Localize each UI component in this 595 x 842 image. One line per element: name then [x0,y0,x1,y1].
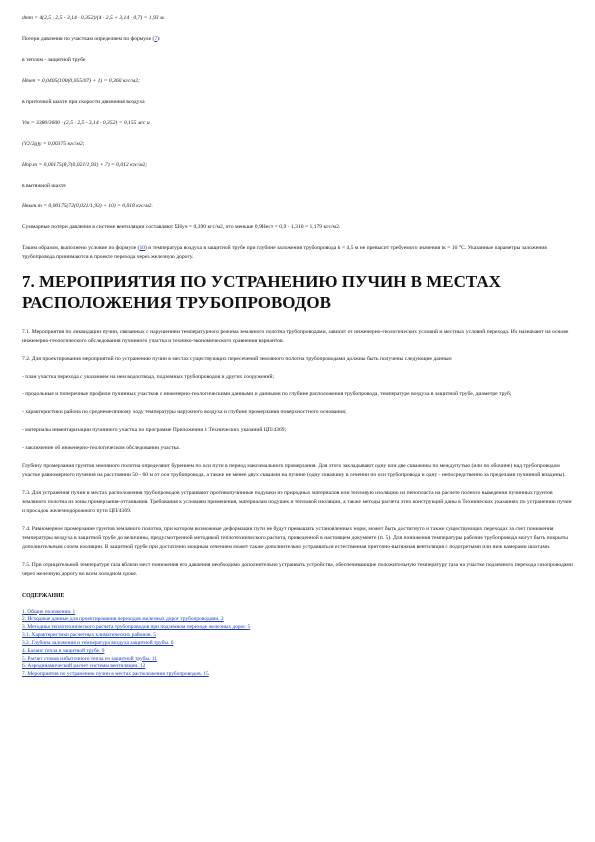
formula-7-link[interactable]: 7 [154,35,158,42]
formula-dynamic-pressure: (V2/2g)γ = 0,00375 кгс/м2; [22,140,85,147]
formula-supply-loss: Нпр.m = 0,00175(8,7(0,021/1,93) + 7) = 0,012 кгс/м2; [22,161,148,168]
list-item-profiles: - продольные и поперечные профили пучинных участков с инженерно-геологическими данными и данными по глубине расположения трубопровода, температуре воздуха в защитной трубе, диаметре труб; [22,391,512,398]
toc-link-3[interactable]: 3. Методика теплотехнического расчета трубопроводов при подземном переходе железных дорог. 5 [22,624,251,631]
list-item-inventory: - материалы инвентаризации пучинного участка по программе Приложения 1 Технических указаний ЦП/4369; [22,427,287,434]
toc-link-3-2[interactable]: 3.2. Глубина заложения и температура воздуха защитной трубы. 6 [22,639,174,646]
toc-link-4[interactable]: 4. Баланс тепла в защитной трубе. 9 [22,647,105,654]
toc-link-6[interactable]: 6. Аэродинамический расчет системы вентиляции. 12 [22,663,146,670]
toc-item [22,663,575,671]
toc-item [22,648,575,656]
formula-10-link[interactable]: 10 [139,245,146,252]
section-heading: 7. МЕРОПРИЯТИЯ ПО УСТРАНЕНИЮ ПУЧИН В МЕСТАХ РАСПОЛОЖЕНИЯ ТРУБОПРОВОДОВ [22,272,501,313]
label-supply-shaft: в приточной шахте при скорости движения воздуха [22,98,145,105]
pressure-losses-end: ): [157,35,161,42]
formula-heat-loss: Нтеп = 0,0405(100(0,055/07) + 1) = 0,360 кгс/м2; [22,77,140,84]
toc-item [22,640,575,648]
label-exhaust-shaft: в вытяжной шахте [22,182,66,189]
paragraph-7-4: 7.4. Равномерное промерзание грунтов земляного полотна, при котором возможные деформации пути не будут превышать установленных норм, может быть достигнуто и также существующих переходах за счет понижения температуры воздуха в защитной трубе до величины, предусмотренной методикой теплотехнического расчета, приведенной в настоящем документе (п. 5). Для понижения температуры рабочие трубопровода могут быть покрыты дополнительным слоем изоляции. В защитной трубе при достаточно мощным сечением может также дополнительно устраиваться естественная приточно-вытяжная вентиляция с подогретыми или ниж камерами шахтами. [22,525,568,550]
toc-item [22,632,575,640]
paragraph-7-2: 7.2. Для проектирования мероприятий по устранению пучин в местах существующих пересечений земляного полотна трубопроводами должны быть получены следующие данные: [22,355,453,362]
list-item-survey: - заключение об инженерно-геологическом обследовании участка. [22,445,181,452]
total-losses-text: Суммарные потери давления в системе вентиляции составляют ΣНуч = 0,390 кгс/м2, что меньше 0,9Нест = 0,9 · 1,310 = 1,179 кгс/м2. [22,224,341,231]
paragraph-7-3: 7.3. Для устранения пучин в местах расположения трубопроводов устраивают противопучинные подушки из природных материалов или тепловую изоляцию из пенопласта на расчете полного выведения пучинных грунтов земляного полотна из зоны промерзания-оттаивания. Требования к условиям применения, материалам подушек и тепловой изоляции, а также методы расчета этих конструкций даны в Технических указаниях по устранению пучин и просадок железнодорожного пути ЦП/4369. [22,490,572,514]
paragraph-7-1: 7.1. Мероприятия по ликвидации пучин, связанных с нарушением температурного режима земляного полотна трубопроводами, зависят от инженерно-геологических условий и местных условий перехода. Их назначают на основе инженерно-геологического обследования пучинного участка и технико-экономического сравнения вариантов. [22,328,569,344]
toc-link-7[interactable]: 7. Мероприятия по устранению пучин в местах расположения трубопроводов. 15 [22,671,209,678]
formula-tube-diameter: dтm = 4(2,5 · 2,5 - 3,14 · 0,352)/(4 · 2,5 + 3,14 · 0,7) = 1,93 м. [22,15,165,21]
toc-item [22,671,575,679]
label-protective-pipe: в теплом - защитной трубе [22,56,86,63]
paragraph-freezing-depth: Глубину промерзания грунтов земляного полотна определяют бурением по оси пути в период максимального промерзания. Для этого закладывают одну или две скважины по междупутью (или по обочине) над трубопроводом участке равномерного пучения на расстоянии 50 - 60 м от оси трубопровода, а также не менее двух скважин на пучине (одну скважину в сечении по оси трубопровода и одну - непосредственно за пределами пучинной впадины). [22,463,566,479]
formula-exhaust-loss: Нвыт.m = 0,00175(72(0,021/1,93) + 10) = 0,018 кгс/м2. [22,203,153,210]
pressure-losses-text [22,35,575,44]
pressure-losses-intro: Потери давления по участкам определяем по формуле ( [22,35,155,42]
toc-link-1[interactable]: 1. Общие положения. 1 [22,608,76,615]
list-item-climate: - характеристики района по среднемесячному ходу температуры наружного воздуха и глубине промерзания поверхностного основания; [22,409,347,416]
toc-heading: СОДЕРЖАНИЕ [22,592,65,599]
paragraph-7-5: 7.5. При отрицательной температуре газа вблизи мест понижения его давления необходимо дополнительно устраивать устройства, обеспечивающие положительную температуру газа на участке подземного перехода газопроводами через железную дорогу во всем холодном сроке. [22,561,573,577]
toc-link-2[interactable]: 2. Исходные данные для проектирования переходов железных дорог трубопроводами. 2 [22,616,224,623]
toc-link-5[interactable]: 5. Расчет стоков избыточного тепла из защитной трубы. 11 [22,655,157,662]
toc-item [22,624,575,632]
formula-air-velocity: Vm = 3380/3600 · (2,5 · 2,5 - 3,14 · 0,352) = 0,155 м/с и [22,119,150,126]
list-item-plan: - план участка перехода с указанием на нем водоотвода, подземных трубопроводов и других сооружений; [22,373,275,380]
conclusion-part-b: ) и температура воздуха в защитной трубе при глубине заложения трубопровода h = 4,5 м не превысит требуемого значения tк = 10 °С. Указанные параметры заложения трубопровода принимаются в проекте перехода через железную дорогу. [22,245,547,261]
conclusion-text [22,244,575,262]
toc-link-3-1[interactable]: 3.1. Характеристики расчетных климатических районов. 5 [22,632,156,639]
conclusion-part-a: Таким образом, выполнено условие по формуле ( [22,245,140,252]
table-of-contents [22,609,575,679]
